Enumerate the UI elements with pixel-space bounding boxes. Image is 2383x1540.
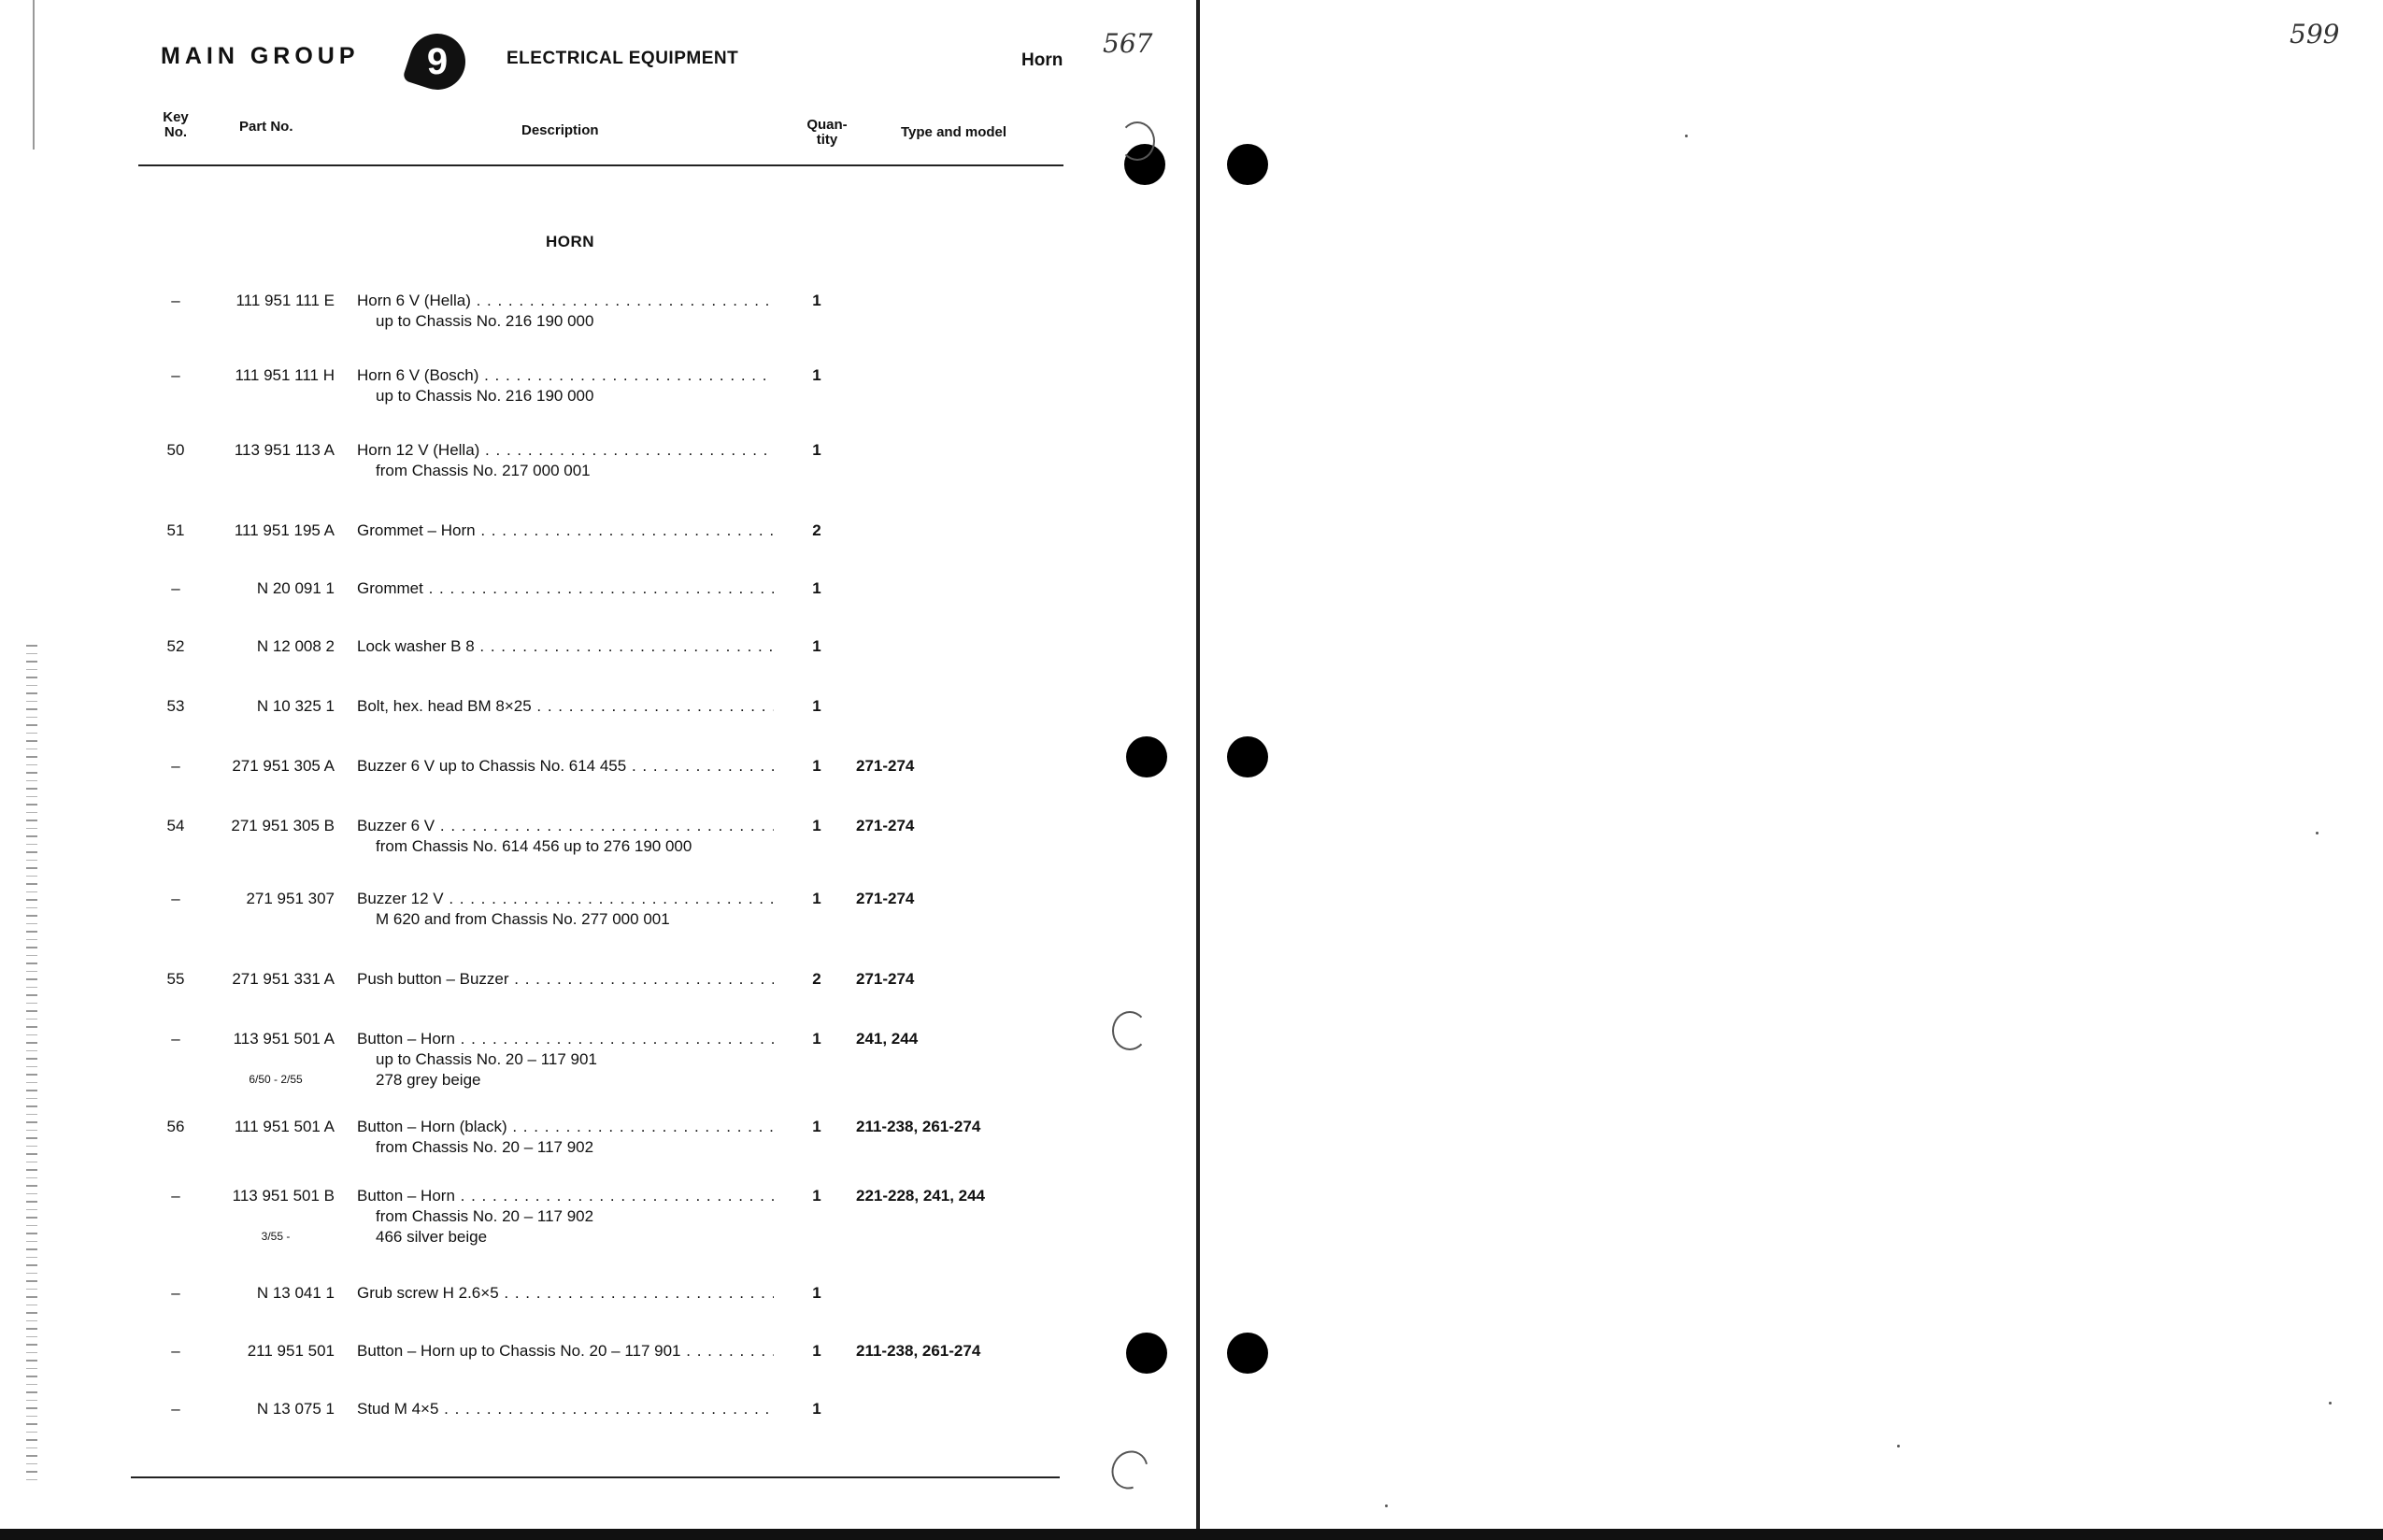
type-model: 271-274 [856, 757, 915, 775]
description: Buzzer 6 V up to Chassis No. 614 455 . . . [357, 757, 774, 776]
description-detail: from Chassis No. 20 – 117 902 [376, 1207, 594, 1225]
description-detail: from Chassis No. 614 456 up to 276 190 000 [376, 837, 692, 855]
key-number: – [171, 1284, 180, 1302]
description: Stud M 4×5 . . . [357, 1400, 774, 1419]
description: Push button – Buzzer . . . [357, 970, 774, 989]
column-header-description: Description [521, 122, 599, 138]
type-model: 271-274 [856, 970, 915, 988]
description-detail: up to Chassis No. 216 190 000 [376, 312, 594, 330]
scan-speck [1385, 1504, 1388, 1507]
quantity: 2 [812, 521, 821, 539]
quantity: 1 [812, 1284, 821, 1302]
key-number: 50 [166, 441, 185, 459]
description: Grommet – Horn . . . [357, 521, 774, 540]
part-number: N 13 075 1 [256, 1400, 335, 1418]
key-number: – [171, 1187, 180, 1205]
description: Button – Horn up to Chassis No. 20 – 117 901 . . . [357, 1342, 774, 1361]
part-number: 271 951 305 B [231, 817, 335, 834]
part-number: 113 951 501 B [232, 1187, 335, 1205]
quantity: 1 [812, 817, 821, 834]
key-number: – [171, 292, 180, 309]
group-number-badge [402, 26, 473, 97]
quantity: 1 [812, 1187, 821, 1205]
quantity-line1: Quan- [806, 117, 848, 133]
quantity: 2 [812, 970, 821, 988]
description-detail-2: 278 grey beige [376, 1071, 481, 1089]
type-model: 271-274 [856, 890, 915, 907]
description: Button – Horn . . . [357, 1030, 774, 1048]
quantity: 1 [812, 697, 821, 715]
key-number: 53 [166, 697, 185, 715]
scan-speck [2329, 1402, 2332, 1405]
key-number: 52 [166, 637, 185, 655]
punch-hole [1227, 144, 1268, 185]
key-number: – [171, 890, 180, 907]
key-number: 56 [166, 1118, 185, 1135]
table-title: HORN [546, 233, 595, 250]
key-number: – [171, 579, 180, 597]
type-model: 211-238, 261-274 [856, 1118, 981, 1135]
key-no-line1: Key [163, 109, 189, 125]
quantity: 1 [812, 441, 821, 459]
quantity: 1 [812, 366, 821, 384]
part-number: 113 951 113 A [234, 441, 335, 459]
key-number: – [171, 1030, 180, 1048]
part-number: 111 951 501 A [234, 1118, 335, 1135]
column-header-quantity [802, 118, 852, 148]
part-number: N 10 325 1 [256, 697, 335, 715]
page-gutter [1196, 0, 1200, 1533]
header-rule [138, 164, 1063, 166]
key-number: – [171, 366, 180, 384]
key-number: 51 [166, 521, 185, 539]
handwritten-page-number-left: 567 [1103, 28, 1153, 59]
part-number: N 20 091 1 [256, 579, 335, 597]
part-number: N 12 008 2 [256, 637, 335, 655]
type-model: 241, 244 [856, 1030, 919, 1048]
scan-edge-noise [26, 645, 37, 1486]
key-number: – [171, 757, 180, 775]
description: Grommet . . . [357, 579, 774, 598]
date-range: 6/50 - 2/55 [249, 1073, 303, 1086]
description: Horn 6 V (Hella) . . . [357, 292, 774, 310]
description-detail: from Chassis No. 217 000 001 [376, 462, 591, 479]
description: Bolt, hex. head BM 8×25 . . . [357, 697, 774, 716]
scan-speck [1685, 135, 1688, 137]
punch-hole-shadow [1120, 121, 1155, 161]
punch-hole [1227, 1333, 1268, 1374]
part-number: 271 951 307 [246, 890, 335, 907]
footer-rule [131, 1476, 1060, 1478]
main-group-label: MAIN GROUP [161, 43, 360, 69]
description-detail: up to Chassis No. 216 190 000 [376, 387, 594, 405]
key-number: 55 [166, 970, 185, 988]
punch-hole [1126, 736, 1167, 777]
part-number: 111 951 111 E [235, 292, 335, 309]
description: Grub screw H 2.6×5 . . . [357, 1284, 774, 1303]
quantity: 1 [812, 890, 821, 907]
key-no-line2: No. [164, 124, 188, 140]
quantity-line2: tity [816, 132, 838, 148]
description: Button – Horn . . . [357, 1187, 774, 1205]
description: Horn 12 V (Hella) . . . [357, 441, 774, 460]
key-number: 54 [166, 817, 185, 834]
quantity: 1 [812, 1118, 821, 1135]
quantity: 1 [812, 1400, 821, 1418]
description: Horn 6 V (Bosch) . . . [357, 366, 774, 385]
key-number: – [171, 1342, 180, 1360]
punch-hole [1227, 736, 1268, 777]
part-number: 271 951 331 A [232, 970, 335, 988]
type-model: 271-274 [856, 817, 915, 834]
type-model: 221-228, 241, 244 [856, 1187, 986, 1205]
quantity: 1 [812, 637, 821, 655]
part-number: 271 951 305 A [232, 757, 335, 775]
punch-hole [1126, 1333, 1167, 1374]
part-number: 113 951 501 A [233, 1030, 335, 1048]
quantity: 1 [812, 1030, 821, 1048]
part-number: N 13 041 1 [256, 1284, 335, 1302]
quantity: 1 [812, 292, 821, 309]
description-detail: up to Chassis No. 20 – 117 901 [376, 1050, 597, 1068]
right-page [1204, 0, 2383, 1528]
date-range: 3/55 - [261, 1230, 291, 1243]
description: Button – Horn (black) . . . [357, 1118, 774, 1136]
column-header-key-no [155, 110, 196, 140]
scan-speck [1897, 1445, 1900, 1447]
quantity: 1 [812, 579, 821, 597]
description: Buzzer 6 V . . . [357, 817, 774, 835]
section-title: ELECTRICAL EQUIPMENT [507, 49, 739, 68]
description: Buzzer 12 V . . . [357, 890, 774, 908]
punch-hole-shadow [1112, 1011, 1148, 1050]
subsection-label: Horn [1021, 50, 1063, 70]
part-number: 111 951 195 A [234, 521, 335, 539]
quantity: 1 [812, 757, 821, 775]
part-number: 211 951 501 [247, 1342, 335, 1360]
scan-edge-line [33, 0, 35, 150]
description-detail-2: 466 silver beige [376, 1228, 488, 1246]
quantity: 1 [812, 1342, 821, 1360]
handwritten-page-number-right: 599 [2290, 19, 2340, 50]
description: Lock washer B 8 . . . [357, 637, 774, 656]
type-model: 211-238, 261-274 [856, 1342, 981, 1360]
part-number: 111 951 111 H [235, 366, 335, 384]
column-header-part-no: Part No. [239, 119, 293, 135]
description-detail: M 620 and from Chassis No. 277 000 001 [376, 910, 670, 928]
group-number: 9 [426, 41, 449, 82]
scan-bottom-edge [0, 1529, 2383, 1540]
key-number: – [171, 1400, 180, 1418]
column-header-type-model: Type and model [901, 124, 1007, 140]
scan-speck [2316, 832, 2319, 834]
description-detail: from Chassis No. 20 – 117 902 [376, 1138, 594, 1156]
